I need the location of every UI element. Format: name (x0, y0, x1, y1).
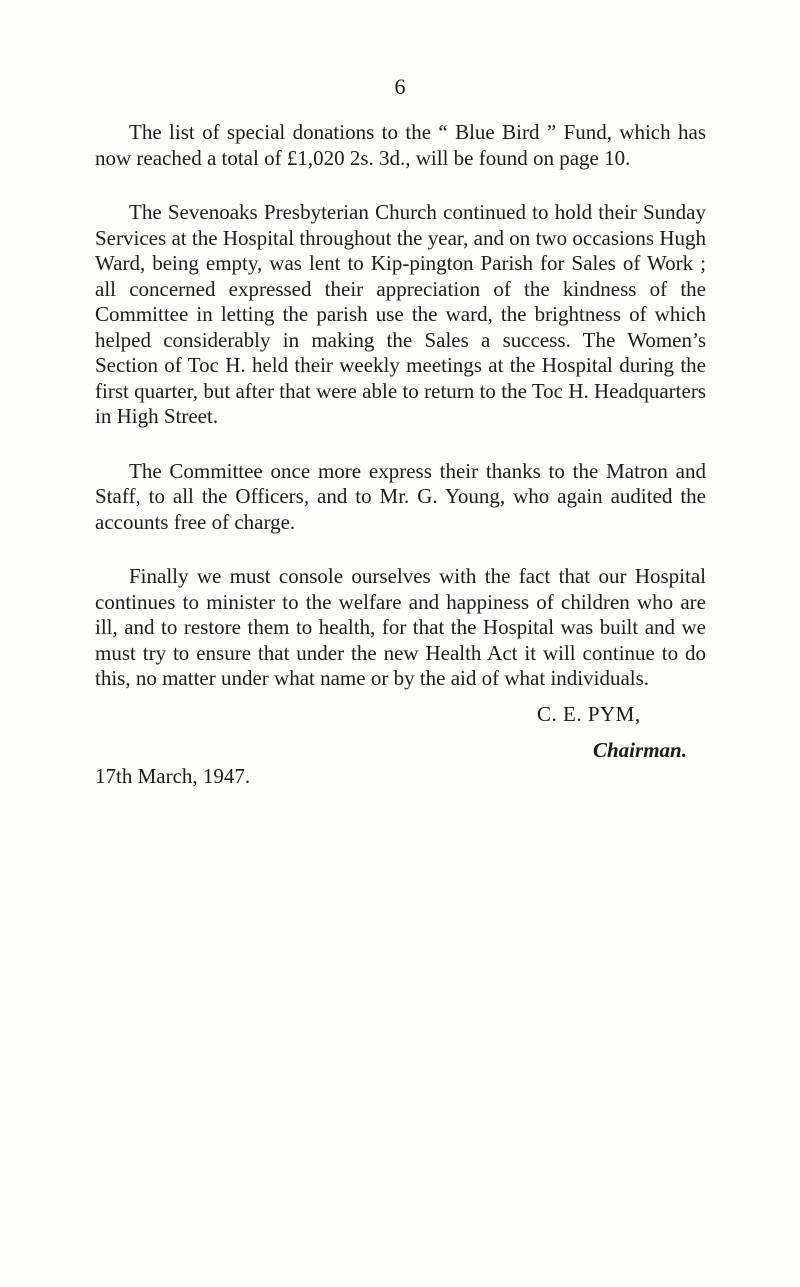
letter-body (95, 120, 706, 721)
paragraph-church-services: The Sevenoaks Presbyterian Church continued to hold their Sunday Services at the Hospital throughout the year, and on two occasions Hugh Ward, being empty, was lent to Kip-pington Parish for Sales of Work ; all concerned expressed their appreciation of the kindness of the Committee in letting the parish use the ward, the brightness of which helped considerably in making the Sales a success. The Women’s Section of Toc H. held their weekly meetings at the Hospital during the first quarter, but after that were able to return to the Toc H. Headquarters in High Street. (95, 200, 706, 428)
paragraph-donations: The list of special donations to the “ Blue Bird ” Fund, which has now reached a total of £1,020 2s. 3d., will be found on page 10. (95, 120, 706, 170)
document-date: 17th March, 1947. (95, 764, 251, 788)
signatory-title: Chairman. (593, 738, 687, 762)
paragraph-thanks: The Committee once more express their thanks to the Matron and Staff, to all the Officers, and to Mr. G. Young, who again audited the accounts free of charge. (95, 458, 706, 534)
paragraph-closing: Finally we must console ourselves with the fact that our Hospital continues to minister to the welfare and happiness of children who are ill, and to restore them to health, for that the Hospital was built and we must try to ensure that under the new Health Act it will continue to do this, no matter under what name or by the aid of what individuals. (95, 564, 706, 690)
page-number: 6 (394, 74, 406, 99)
signatory-name: C. E. PYM, (537, 702, 641, 726)
